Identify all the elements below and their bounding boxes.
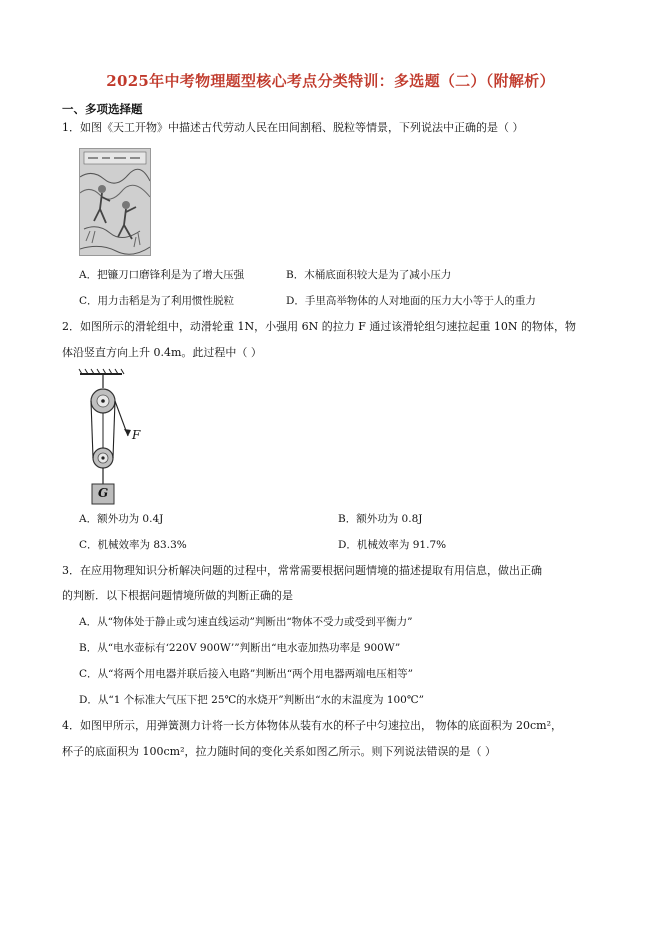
load-label: G: [98, 486, 109, 500]
q2-option-d: D．机械效率为 91.7%: [338, 539, 447, 551]
q2-stem-line1: 2．如图所示的滑轮组中，动滑轮重 1N，小强用 6N 的拉力 F 通过该滑轮组匀速拉起重 10N 的物体，物: [62, 320, 576, 333]
document-title: 2025年中考物理题型核心考点分类特训：多选题（二）（附解析）: [106, 72, 555, 90]
q4-stem-line2: 杯子的底面积为 100cm²，拉力随时间的变化关系如图乙所示。则下列说法错误的是（ ）: [62, 745, 496, 758]
q1-option-d: D．手里高举物体的人对地面的压力大小等于人的重力: [286, 295, 536, 307]
q1-stem: 1．如图《天工开物》中描述古代劳动人民在田间割稻、脱粒等情景，下列说法中正确的是（ ）: [62, 121, 524, 134]
q3-option-d: D．从“1 个标准大气压下把 25℃的水烧开”判断出“水的末温度为 100℃”: [79, 694, 424, 706]
q2-option-c: C．机械效率为 83.3%: [79, 539, 187, 551]
q1-option-c: C．用力击稻是为了利用惯性脱粒: [79, 295, 235, 307]
q3-stem-line1: 3．在应用物理知识分析解决问题的过程中，常常需要根据问题情境的描述提取有用信息，做出正确: [62, 564, 542, 577]
q2-option-b: B．额外功为 0.8J: [338, 513, 423, 525]
q3-option-c: C．从“将两个用电器并联后接入电路”判断出“两个用电器两端电压相等”: [79, 668, 414, 680]
q1-option-a: A．把镰刀口磨锋利是为了增大压强: [79, 269, 245, 281]
q3-stem-line2: 的判断．以下根据问题情境所做的判断正确的是: [62, 589, 293, 602]
section-heading: 一、多项选择题: [62, 102, 143, 116]
q1-option-b: B．木桶底面积较大是为了减小压力: [286, 269, 452, 281]
q3-option-b: B．从“电水壶标有‘220V 900W’”判断出“电水壶加热功率是 900W”: [79, 642, 401, 654]
q2-stem-line2: 体沿竖直方向上升 0.4m。此过程中（ ）: [62, 346, 262, 359]
force-label: F: [132, 428, 141, 442]
farming-illustration: [79, 148, 151, 256]
q4-stem-line1: 4．如图甲所示，用弹簧测力计将一长方体物体从装有水的杯子中匀速拉出， 物体的底面积为 20cm²，: [62, 719, 562, 732]
pulley-system-diagram: [78, 368, 168, 506]
q2-option-a: A．额外功为 0.4J: [79, 513, 164, 525]
q3-option-a: A．从“物体处于静止或匀速直线运动”判断出“物体不受力或受到平衡力”: [79, 616, 413, 628]
